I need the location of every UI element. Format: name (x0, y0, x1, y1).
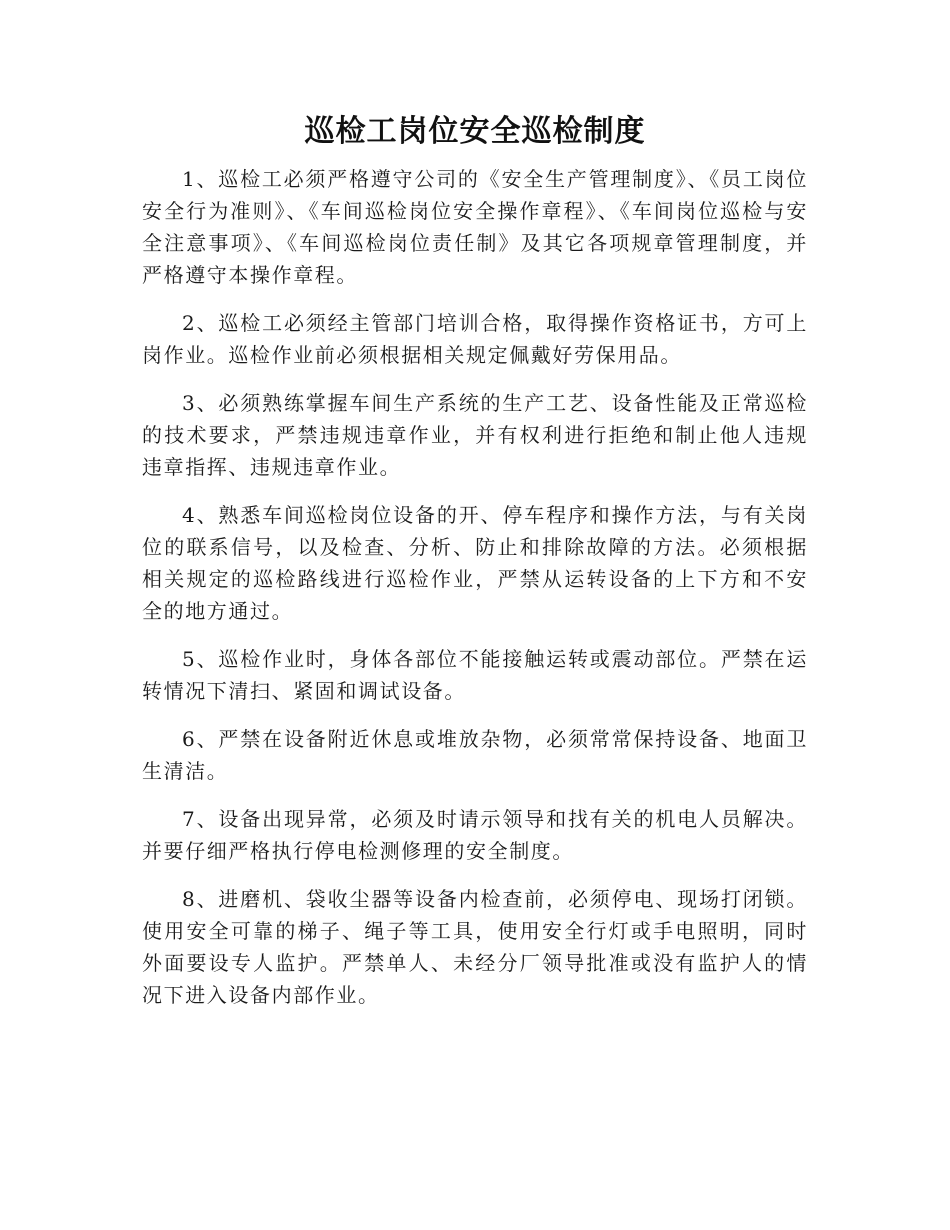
paragraph-6: 6、严禁在设备附近休息或堆放杂物，必须常常保持设备、地面卫生清洁。 (142, 727, 808, 783)
document-title: 巡检工岗位安全巡检制度 (304, 114, 646, 149)
paragraph-5: 5、巡检作业时，身体各部位不能接触运转或震动部位。严禁在运转情况下清扫、紧固和调试设备。 (142, 647, 808, 703)
paragraph-4: 4、熟悉车间巡检岗位设备的开、停车程序和操作方法，与有关岗位的联系信号，以及检查、分析、防止和排除故障的方法。必须根据相关规定的巡检路线进行巡检作业，严禁从运转设备的上下方和不安全的地方通过。 (142, 503, 808, 623)
document-body (142, 163, 808, 1027)
paragraph-1: 1、巡检工必须严格遵守公司的《安全生产管理制度》、《员工岗位安全行为准则》、《车间巡检岗位安全操作章程》、《车间岗位巡检与安全注意事项》、《车间巡检岗位责任制》及其它各项规章管理制度，并严格遵守本操作章程。 (142, 167, 808, 287)
paragraph-2: 2、巡检工必须经主管部门培训合格，取得操作资格证书，方可上岗作业。巡检作业前必须根据相关规定佩戴好劳保用品。 (142, 311, 808, 367)
paragraph-3: 3、必须熟练掌握车间生产系统的生产工艺、设备性能及正常巡检的技术要求，严禁违规违章作业，并有权利进行拒绝和制止他人违规违章指挥、违规违章作业。 (142, 391, 808, 479)
paragraph-7: 7、设备出现异常，必须及时请示领导和找有关的机电人员解决。并要仔细严格执行停电检测修理的安全制度。 (142, 807, 808, 863)
paragraph-8: 8、进磨机、袋收尘器等设备内检查前，必须停电、现场打闭锁。使用安全可靠的梯子、绳子等工具，使用安全行灯或手电照明，同时外面要设专人监护。严禁单人、未经分厂领导批准或没有监护人的情况下进入设备内部作业。 (142, 887, 808, 1007)
